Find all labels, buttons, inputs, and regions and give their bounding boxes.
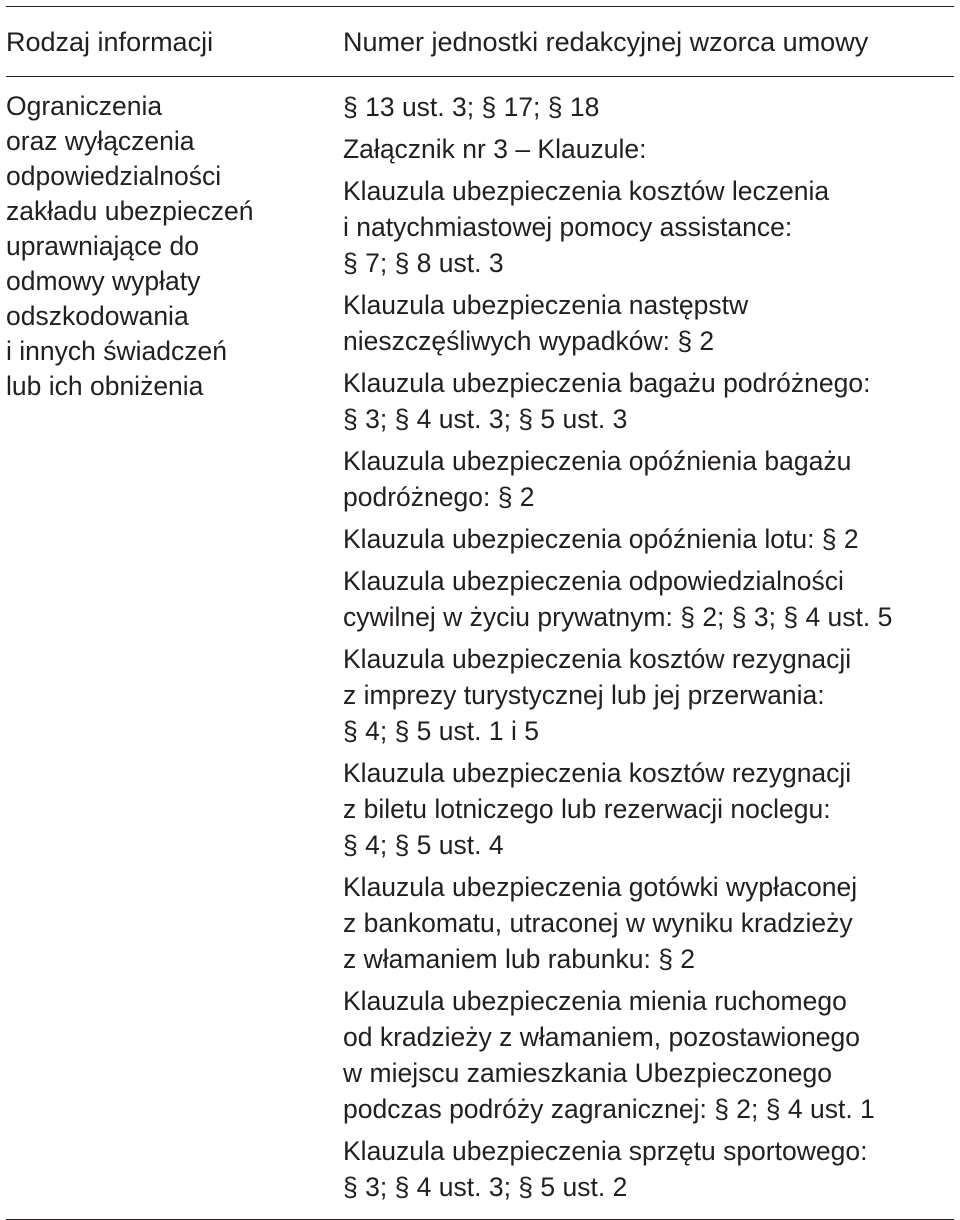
info-type-line: odszkodowania (6, 301, 189, 331)
info-type-line: zakładu ubezpieczeń (6, 196, 254, 226)
entry-line: § 7; § 8 ust. 3 (343, 248, 504, 278)
entry-line: § 4; § 5 ust. 1 i 5 (343, 716, 539, 746)
entry-line: nieszczęśliwych wypadków: § 2 (343, 326, 715, 356)
header-unit-number: Numer jednostki redakcyjnej wzorca umowy (343, 26, 869, 57)
entry-line: podczas podróży zagranicznej: § 2; § 4 ust. 1 (343, 1094, 875, 1124)
entry-medical-costs-clause (343, 173, 954, 281)
entry-line: Klauzula ubezpieczenia mienia ruchomego (343, 986, 847, 1016)
clauses-table (6, 6, 954, 1220)
entry-accident-clause (343, 287, 954, 359)
entry-line: podróżnego: § 2 (343, 482, 535, 512)
entry-line: Klauzula ubezpieczenia gotówki wypłaconej (343, 872, 858, 902)
info-type-line: lub ich obniżenia (6, 371, 204, 401)
entry-baggage-delay-clause (343, 443, 954, 515)
info-type-line: odmowy wypłaty (6, 266, 201, 296)
entry-line: § 13 ust. 3; § 17; § 18 (343, 92, 600, 122)
entry-general-provisions (343, 89, 954, 125)
entry-line: Klauzula ubezpieczenia następstw (343, 290, 749, 320)
entry-line: § 3; § 4 ust. 3; § 5 ust. 3 (343, 404, 628, 434)
info-type-line: oraz wyłączenia (6, 126, 195, 156)
entry-line: z imprezy turystycznej lub jej przerwania: (343, 680, 825, 710)
entry-line: Klauzula ubezpieczenia kosztów leczenia (343, 176, 830, 206)
entry-flight-delay-clause (343, 521, 954, 557)
entry-line: Załącznik nr 3 – Klauzule: (343, 134, 647, 164)
entry-line: i natychmiastowej pomocy assistance: (343, 212, 793, 242)
info-type-line: Ograniczenia (6, 91, 163, 121)
entry-line: cywilnej w życiu prywatnym: § 2; § 3; § 4 ust. 5 (343, 602, 893, 632)
entry-line: Klauzula ubezpieczenia bagażu podróżnego: (343, 368, 871, 398)
info-type-line: odpowiedzialności (6, 161, 222, 191)
entry-line: Klauzula ubezpieczenia opóźnienia lotu: § 2 (343, 524, 859, 554)
entry-line: Klauzula ubezpieczenia kosztów rezygnacji (343, 758, 852, 788)
entry-annex-heading (343, 131, 954, 167)
entry-cash-clause (343, 869, 954, 977)
unit-numbers-cell (343, 89, 954, 1211)
entry-line: w miejscu zamieszkania Ubezpieczonego (343, 1058, 833, 1088)
entry-trip-cancellation-clause (343, 641, 954, 749)
entry-flight-cancellation-clause (343, 755, 954, 863)
entry-line: Klauzula ubezpieczenia opóźnienia bagażu (343, 446, 852, 476)
entry-line: § 3; § 4 ust. 3; § 5 ust. 2 (343, 1172, 628, 1202)
entry-line: § 4; § 5 ust. 4 (343, 830, 504, 860)
entry-line: Klauzula ubezpieczenia sprzętu sportowego: (343, 1136, 868, 1166)
entry-property-clause (343, 983, 954, 1127)
header-info-type: Rodzaj informacji (6, 26, 214, 57)
entry-sports-equipment-clause (343, 1133, 954, 1205)
entry-liability-clause (343, 563, 954, 635)
info-type-line: uprawniające do (6, 231, 199, 261)
entry-line: z bankomatu, utraconej w wyniku kradzieży (343, 908, 853, 938)
body-row (6, 77, 954, 1219)
info-type-line: i innych świadczeń (6, 336, 227, 366)
info-type-cell (6, 89, 343, 1211)
header-row (6, 7, 954, 76)
entry-line: z włamaniem lub rabunku: § 2 (343, 944, 696, 974)
entry-line: od kradzieży z włamaniem, pozostawionego (343, 1022, 861, 1052)
entry-line: Klauzula ubezpieczenia odpowiedzialności (343, 566, 844, 596)
entry-line: z biletu lotniczego lub rezerwacji noclegu: (343, 794, 831, 824)
entry-baggage-clause (343, 365, 954, 437)
entry-line: Klauzula ubezpieczenia kosztów rezygnacji (343, 644, 852, 674)
